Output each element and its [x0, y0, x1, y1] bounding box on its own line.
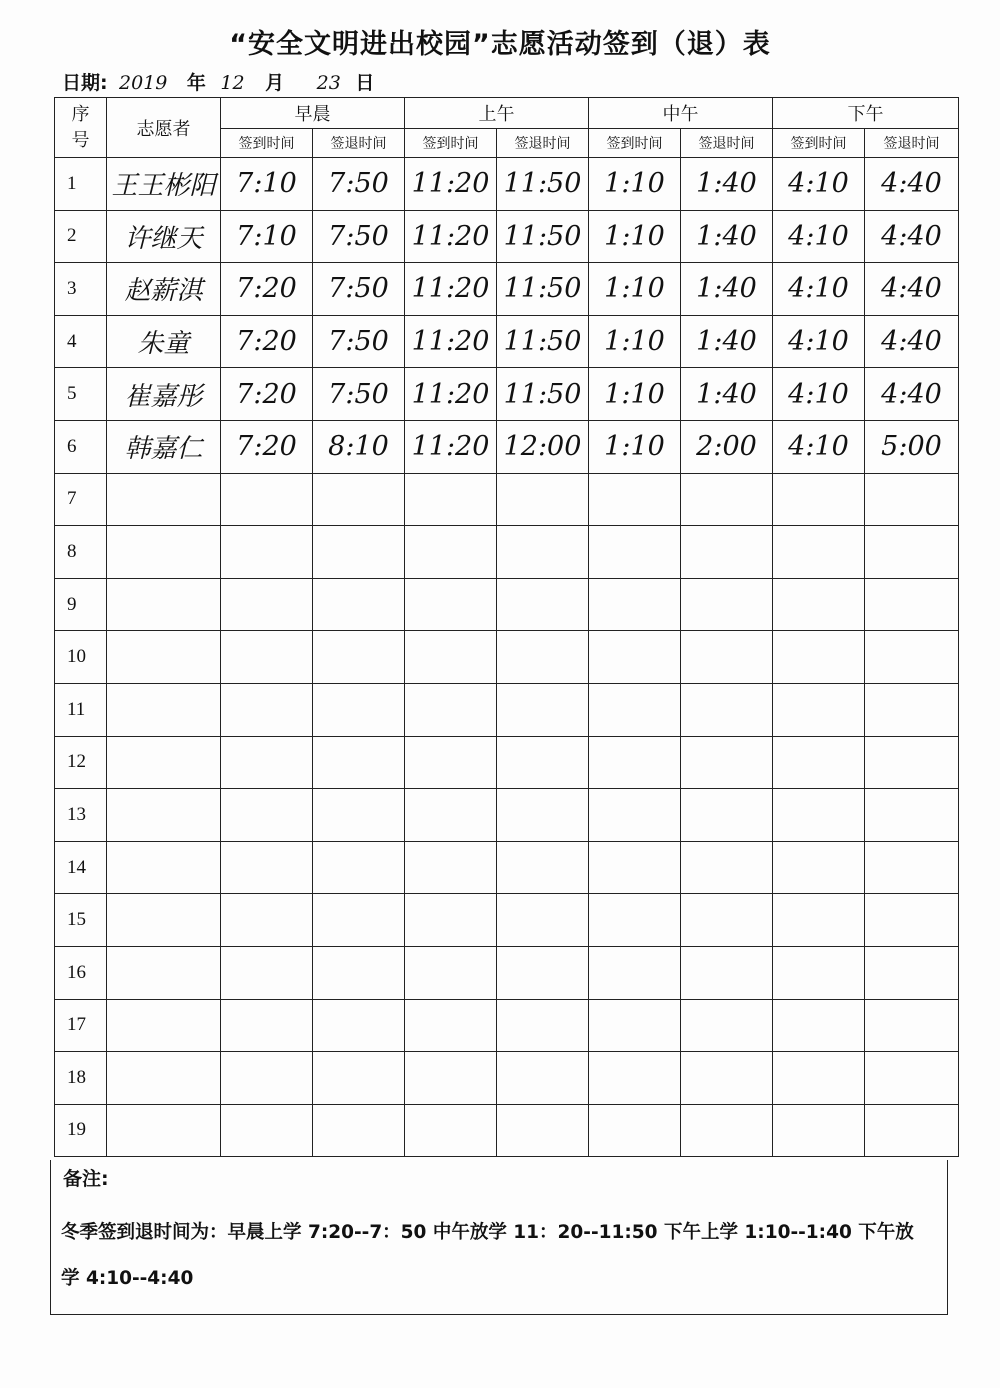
header-period-morning: 早晨 [221, 98, 405, 129]
sign-in-time [589, 894, 681, 947]
notes-text-line1: 冬季签到退时间为：早晨上学 7:20--7：50 中午放学 11：20--11:50 下午上学 1:10--1:40 下午放 [61, 1222, 914, 1243]
date-label: 日期: [62, 72, 108, 94]
sign-out-time [681, 946, 773, 999]
sign-in-time: 11:20 [405, 420, 497, 473]
date-day-unit: 日 [355, 72, 375, 94]
sign-out-time [313, 526, 405, 579]
sign-in-time [773, 526, 865, 579]
sign-out-time [313, 1052, 405, 1105]
sign-out-time [313, 631, 405, 684]
sign-out-time: 11:50 [497, 368, 589, 421]
sign-out-time [313, 789, 405, 842]
sign-out-time [681, 789, 773, 842]
sign-in-time [589, 1052, 681, 1105]
sign-in-time [405, 683, 497, 736]
sign-in-time: 1:10 [589, 368, 681, 421]
sign-in-time [589, 683, 681, 736]
sign-out-time [497, 578, 589, 631]
sign-out-time [497, 999, 589, 1052]
row-seq: 18 [55, 1052, 107, 1105]
date-year: 2019 [119, 72, 168, 94]
sign-out-time: 1:40 [681, 368, 773, 421]
sign-in-time: 11:20 [405, 210, 497, 263]
sign-in-time: 11:20 [405, 158, 497, 211]
volunteer-name [107, 946, 221, 999]
header-sign-in: 签到时间 [589, 129, 681, 158]
header-sign-in: 签到时间 [405, 129, 497, 158]
table-row [55, 1052, 959, 1105]
sign-out-time [681, 526, 773, 579]
sign-out-time [865, 631, 959, 684]
volunteer-name [107, 841, 221, 894]
sign-in-time [773, 1104, 865, 1157]
sign-in-time [221, 789, 313, 842]
sign-out-time [313, 999, 405, 1052]
sign-out-time [681, 736, 773, 789]
sign-out-time [497, 1052, 589, 1105]
sign-out-time [865, 894, 959, 947]
table-row [55, 789, 959, 842]
sign-out-time [865, 526, 959, 579]
sign-in-time: 4:10 [773, 210, 865, 263]
sign-out-time [313, 1104, 405, 1157]
sign-out-time: 1:40 [681, 263, 773, 316]
sign-in-time [773, 999, 865, 1052]
sign-in-time [589, 789, 681, 842]
sign-out-time [681, 473, 773, 526]
sign-in-time [405, 631, 497, 684]
header-seq [55, 98, 107, 158]
volunteer-name: 许继天 [107, 210, 221, 263]
sign-in-time [405, 473, 497, 526]
table-row [55, 1104, 959, 1157]
sign-in-time [221, 736, 313, 789]
sign-in-time [221, 526, 313, 579]
sign-out-time [313, 736, 405, 789]
sign-out-time: 7:50 [313, 158, 405, 211]
sign-out-time [497, 631, 589, 684]
sign-out-time: 11:50 [497, 263, 589, 316]
sign-in-time [773, 789, 865, 842]
sign-in-time: 7:20 [221, 368, 313, 421]
sign-out-time: 7:50 [313, 315, 405, 368]
sign-out-time [681, 894, 773, 947]
date-row [62, 68, 374, 95]
header-sign-in: 签到时间 [221, 129, 313, 158]
sign-out-time: 5:00 [865, 420, 959, 473]
page-title: “安全文明进出校园”志愿活动签到（退）表 [229, 29, 771, 60]
sign-out-time [681, 683, 773, 736]
header-period-forenoon: 上午 [405, 98, 589, 129]
volunteer-name: 赵薪淇 [107, 263, 221, 316]
table-row [55, 631, 959, 684]
sign-in-time: 1:10 [589, 420, 681, 473]
volunteer-name [107, 578, 221, 631]
row-seq: 14 [55, 841, 107, 894]
sign-out-time: 4:40 [865, 315, 959, 368]
table-row [55, 894, 959, 947]
sign-in-time [773, 631, 865, 684]
sign-in-time: 1:10 [589, 263, 681, 316]
sign-in-time [221, 631, 313, 684]
sign-out-time [313, 683, 405, 736]
sign-out-time: 1:40 [681, 210, 773, 263]
sign-out-time [865, 1104, 959, 1157]
volunteer-name [107, 1104, 221, 1157]
volunteer-name [107, 473, 221, 526]
volunteer-name: 崔嘉彤 [107, 368, 221, 421]
sign-out-time [865, 578, 959, 631]
sign-out-time: 4:40 [865, 210, 959, 263]
sign-in-time [405, 1052, 497, 1105]
row-seq: 10 [55, 631, 107, 684]
header-seq-label: 序号 [71, 103, 90, 151]
sign-in-time [589, 1104, 681, 1157]
table-row [55, 683, 959, 736]
table-row [55, 420, 959, 473]
sign-out-time [497, 473, 589, 526]
sign-out-time: 8:10 [313, 420, 405, 473]
volunteer-name [107, 1052, 221, 1105]
sign-in-time [405, 789, 497, 842]
row-seq: 5 [55, 368, 107, 421]
sign-in-time [773, 946, 865, 999]
table-row [55, 210, 959, 263]
volunteer-name [107, 894, 221, 947]
sign-in-time [589, 841, 681, 894]
sign-out-time: 1:40 [681, 315, 773, 368]
volunteer-name: 韩嘉仁 [107, 420, 221, 473]
sign-in-time [221, 473, 313, 526]
sign-out-time [681, 631, 773, 684]
volunteer-name [107, 631, 221, 684]
sign-out-time: 2:00 [681, 420, 773, 473]
volunteer-name [107, 526, 221, 579]
sign-in-time [773, 841, 865, 894]
sign-in-time [589, 473, 681, 526]
sign-in-time [221, 1052, 313, 1105]
table-row [55, 736, 959, 789]
sign-in-time [405, 946, 497, 999]
sign-in-time [221, 894, 313, 947]
sign-out-time [681, 999, 773, 1052]
header-sign-out: 签退时间 [497, 129, 589, 158]
header-sign-out: 签退时间 [865, 129, 959, 158]
row-seq: 1 [55, 158, 107, 211]
header-sign-out: 签退时间 [681, 129, 773, 158]
sign-in-time [589, 736, 681, 789]
date-year-unit: 年 [186, 72, 206, 94]
row-seq: 19 [55, 1104, 107, 1157]
row-seq: 2 [55, 210, 107, 263]
sign-out-time: 4:40 [865, 158, 959, 211]
row-seq: 16 [55, 946, 107, 999]
row-seq: 11 [55, 683, 107, 736]
sign-out-time [313, 841, 405, 894]
sign-in-time: 1:10 [589, 210, 681, 263]
row-seq: 3 [55, 263, 107, 316]
sign-out-time [865, 683, 959, 736]
header-volunteer: 志愿者 [107, 98, 221, 158]
sign-out-time [865, 736, 959, 789]
sign-in-time [773, 578, 865, 631]
sign-in-time: 11:20 [405, 315, 497, 368]
sign-in-time: 7:20 [221, 315, 313, 368]
sign-out-time [497, 736, 589, 789]
sign-in-time [773, 1052, 865, 1105]
sign-out-time [497, 1104, 589, 1157]
row-seq: 15 [55, 894, 107, 947]
sign-in-time [773, 473, 865, 526]
table-row [55, 999, 959, 1052]
date-month: 12 [220, 72, 245, 94]
notes-box [50, 1160, 948, 1315]
sign-out-time: 7:50 [313, 210, 405, 263]
sign-out-time [865, 841, 959, 894]
sign-out-time [865, 999, 959, 1052]
volunteer-name [107, 736, 221, 789]
volunteer-name [107, 789, 221, 842]
sign-in-time: 7:10 [221, 158, 313, 211]
sign-in-time [589, 946, 681, 999]
sign-in-time: 1:10 [589, 158, 681, 211]
sign-out-time: 11:50 [497, 158, 589, 211]
volunteer-name [107, 999, 221, 1052]
sign-out-time: 4:40 [865, 368, 959, 421]
sign-in-time [773, 736, 865, 789]
sign-in-time [405, 578, 497, 631]
sign-in-time: 4:10 [773, 263, 865, 316]
sign-out-time [313, 894, 405, 947]
sign-in-time: 1:10 [589, 315, 681, 368]
volunteer-name [107, 683, 221, 736]
sign-in-time: 7:20 [221, 263, 313, 316]
sign-out-time [865, 946, 959, 999]
sign-in-time [405, 999, 497, 1052]
table-row [55, 158, 959, 211]
sign-in-time: 4:10 [773, 315, 865, 368]
sign-out-time [865, 473, 959, 526]
row-seq: 12 [55, 736, 107, 789]
volunteer-name: 王王彬阳 [107, 158, 221, 211]
date-day: 23 [316, 72, 341, 94]
row-seq: 6 [55, 420, 107, 473]
sign-in-time [221, 683, 313, 736]
sign-in-time [221, 841, 313, 894]
sign-out-time: 11:50 [497, 315, 589, 368]
sign-in-time [221, 946, 313, 999]
row-seq: 13 [55, 789, 107, 842]
notes-label: 备注: [63, 1168, 109, 1190]
sign-in-time [773, 683, 865, 736]
sign-out-time: 12:00 [497, 420, 589, 473]
sign-out-time [865, 789, 959, 842]
sign-in-time: 7:20 [221, 420, 313, 473]
sign-in-time: 7:10 [221, 210, 313, 263]
sign-out-time [681, 1052, 773, 1105]
table-row [55, 315, 959, 368]
date-month-unit: 月 [265, 72, 285, 94]
sign-out-time [497, 946, 589, 999]
row-seq: 8 [55, 526, 107, 579]
sign-in-time: 4:10 [773, 420, 865, 473]
sign-in-time [773, 894, 865, 947]
sign-in-time [589, 631, 681, 684]
header-period-noon: 中午 [589, 98, 773, 129]
sign-out-time [497, 894, 589, 947]
sign-out-time: 1:40 [681, 158, 773, 211]
sign-in-time [405, 894, 497, 947]
sign-in-time [589, 999, 681, 1052]
sign-out-time [313, 578, 405, 631]
sign-in-time [221, 999, 313, 1052]
table-row [55, 473, 959, 526]
sign-in-time: 4:10 [773, 368, 865, 421]
table-row [55, 946, 959, 999]
sign-out-time [865, 1052, 959, 1105]
sign-in-time [221, 578, 313, 631]
table-row [55, 841, 959, 894]
row-seq: 4 [55, 315, 107, 368]
sign-out-time: 7:50 [313, 368, 405, 421]
sign-in-time [589, 526, 681, 579]
notes-text-line2: 学 4:10--4:40 [61, 1268, 194, 1289]
table-body [55, 158, 959, 1157]
sign-in-time: 11:20 [405, 368, 497, 421]
sign-out-time [681, 578, 773, 631]
sign-in-time [405, 736, 497, 789]
volunteer-name: 朱童 [107, 315, 221, 368]
table-row [55, 526, 959, 579]
table-row [55, 263, 959, 316]
table-row [55, 368, 959, 421]
attendance-table [54, 97, 959, 1157]
sign-out-time [681, 1104, 773, 1157]
sign-in-time [405, 841, 497, 894]
sign-out-time [497, 526, 589, 579]
sign-out-time [497, 683, 589, 736]
header-sign-in: 签到时间 [773, 129, 865, 158]
header-sign-out: 签退时间 [313, 129, 405, 158]
sign-out-time [313, 473, 405, 526]
sign-out-time [313, 946, 405, 999]
sign-in-time [221, 1104, 313, 1157]
sign-in-time [405, 526, 497, 579]
sign-in-time [405, 1104, 497, 1157]
sign-out-time: 7:50 [313, 263, 405, 316]
row-seq: 17 [55, 999, 107, 1052]
sign-out-time [497, 789, 589, 842]
sign-out-time: 11:50 [497, 210, 589, 263]
table-row [55, 578, 959, 631]
sign-out-time: 4:40 [865, 263, 959, 316]
row-seq: 7 [55, 473, 107, 526]
sign-out-time [497, 841, 589, 894]
sign-in-time: 11:20 [405, 263, 497, 316]
sign-in-time [589, 578, 681, 631]
sign-out-time [681, 841, 773, 894]
row-seq: 9 [55, 578, 107, 631]
header-period-afternoon: 下午 [773, 98, 959, 129]
sign-in-time: 4:10 [773, 158, 865, 211]
